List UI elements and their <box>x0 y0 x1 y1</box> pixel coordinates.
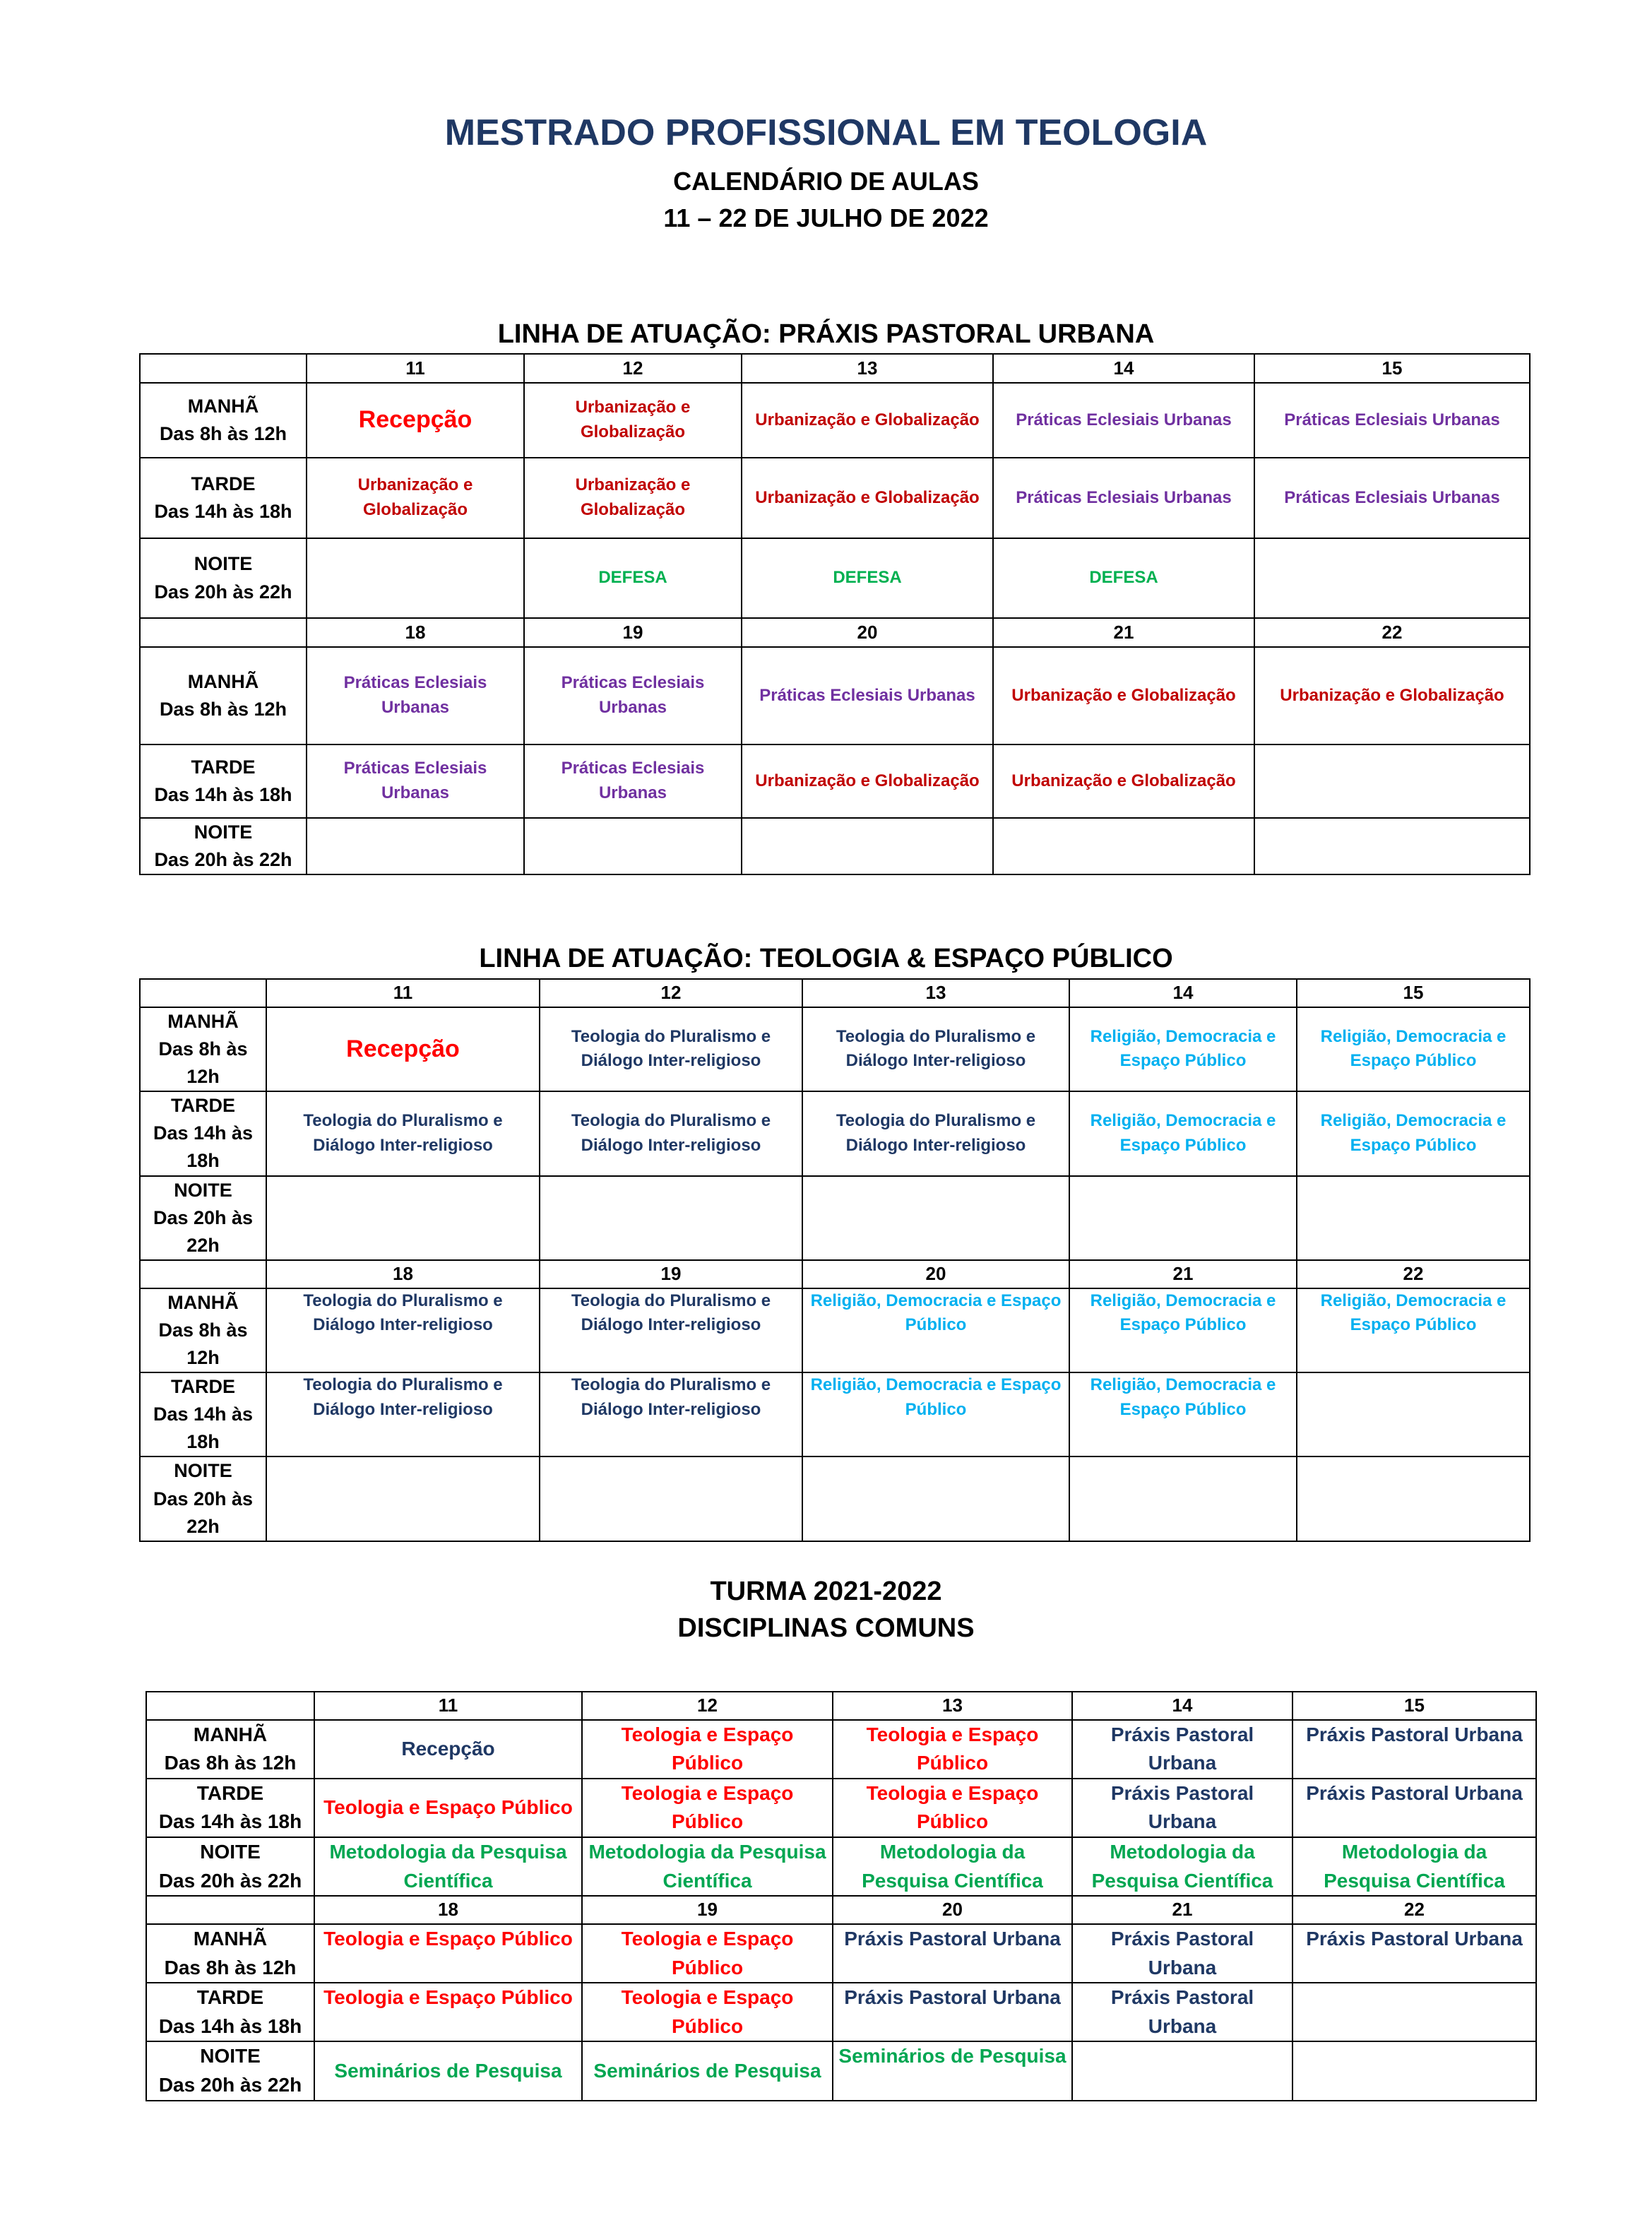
day-header: 18 <box>266 1260 540 1288</box>
period-time: Das 8h às <box>158 1038 248 1060</box>
period-name: NOITE <box>200 1841 261 1863</box>
day-header: 22 <box>1297 1260 1530 1288</box>
period-time: 12h <box>186 1346 220 1368</box>
schedule-cell: Urbanização e Globalização <box>742 458 993 538</box>
schedule-cell <box>1254 818 1530 874</box>
period-time: Das 14h às 18h <box>154 784 292 805</box>
schedule-cell <box>1254 538 1530 618</box>
schedule-cell: Práticas Eclesiais Urbanas <box>1254 458 1530 538</box>
period-row-tarde <box>140 1091 1530 1175</box>
day-header: 12 <box>582 1692 833 1720</box>
period-time: Das 20h às 22h <box>154 849 292 871</box>
schedule-cell: Práticas Eclesiais Urbanas <box>307 647 524 744</box>
period-name: NOITE <box>194 821 253 843</box>
day-header: 18 <box>314 1896 582 1924</box>
empty-cell <box>140 618 307 647</box>
period-time: Das 8h às <box>158 1319 248 1341</box>
day-header: 20 <box>742 618 993 647</box>
schedule-cell: Seminários de Pesquisa <box>314 2041 582 2100</box>
schedule-cell: Religião, Democracia e Espaço Público <box>802 1288 1069 1372</box>
period-row-tarde <box>140 458 1530 538</box>
day-header-row <box>146 1896 1536 1924</box>
day-header: 14 <box>1072 1692 1293 1720</box>
period-row-tarde <box>146 1779 1536 1837</box>
schedule-cell: Metodologia da Pesquisa Científica <box>314 1837 582 1896</box>
period-time: 18h <box>186 1150 220 1172</box>
schedule-cell <box>524 818 742 874</box>
day-header: 15 <box>1254 354 1530 383</box>
schedule-cell: Teologia do Pluralismo e Diálogo Inter-religioso <box>540 1007 802 1091</box>
period-row-tarde <box>140 744 1530 818</box>
schedule-cell: Teologia do Pluralismo e Diálogo Inter-religioso <box>802 1091 1069 1175</box>
period-time: Das 14h às 18h <box>158 1810 302 1833</box>
schedule-cell: Práxis Pastoral Urbana <box>1072 1983 1293 2041</box>
period-time: Das 14h às 18h <box>154 501 292 522</box>
schedule-cell <box>1293 1983 1536 2041</box>
schedule-cell: Urbanização e Globalização <box>742 383 993 458</box>
schedule-cell: Religião, Democracia e Espaço Público <box>1069 1091 1297 1175</box>
empty-cell <box>146 1692 314 1720</box>
period-row-noite <box>146 2041 1536 2100</box>
period-name: MANHÃ <box>193 1927 268 1950</box>
period-time: Das 20h às <box>153 1488 254 1509</box>
day-header: 13 <box>802 979 1069 1007</box>
day-header: 19 <box>540 1260 802 1288</box>
period-label <box>140 1176 266 1260</box>
schedule-cell <box>1297 1456 1530 1541</box>
empty-cell <box>146 1896 314 1924</box>
schedule-cell: Religião, Democracia e Espaço Público <box>802 1372 1069 1456</box>
period-label <box>140 1456 266 1541</box>
day-header-row <box>140 354 1530 383</box>
period-row-noite <box>140 1456 1530 1541</box>
schedule-cell: Metodologia da Pesquisa Científica <box>1293 1837 1536 1896</box>
period-label <box>140 647 307 744</box>
schedule-table-espaco-publico <box>139 978 1531 1542</box>
schedule-cell <box>1069 1176 1297 1260</box>
schedule-cell: Religião, Democracia e Espaço Público <box>1297 1007 1530 1091</box>
day-header: 15 <box>1297 979 1530 1007</box>
schedule-cell <box>1254 744 1530 818</box>
schedule-cell: Religião, Democracia e Espaço Público <box>1297 1288 1530 1372</box>
period-label <box>146 1779 314 1837</box>
period-name: NOITE <box>200 2045 261 2067</box>
period-label <box>146 2041 314 2100</box>
period-label <box>140 538 307 618</box>
period-name: MANHÃ <box>193 1723 268 1745</box>
period-time: Das 20h às 22h <box>158 2073 302 2096</box>
period-row-noite <box>140 1176 1530 1260</box>
day-header: 19 <box>582 1896 833 1924</box>
schedule-cell: Metodologia da Pesquisa Científica <box>582 1837 833 1896</box>
section-title-espaco-publico: LINHA DE ATUAÇÃO: TEOLOGIA & ESPAÇO PÚBLICO <box>479 944 1173 973</box>
period-name: MANHÃ <box>187 670 259 692</box>
period-label <box>140 458 307 538</box>
period-row-manha <box>140 1288 1530 1372</box>
schedule-cell: Urbanização e Globalização <box>993 744 1254 818</box>
page-subtitle: CALENDÁRIO DE AULAS <box>673 167 979 196</box>
schedule-cell: Teologia e Espaço Público <box>582 1720 833 1779</box>
schedule-cell: Urbanização e Globalização <box>993 647 1254 744</box>
period-label <box>140 1372 266 1456</box>
schedule-cell: Urbanização e Globalização <box>1254 647 1530 744</box>
period-label <box>140 383 307 458</box>
schedule-cell: Religião, Democracia e Espaço Público <box>1297 1091 1530 1175</box>
schedule-cell: Teologia do Pluralismo e Diálogo Inter-religioso <box>266 1091 540 1175</box>
schedule-cell: Práticas Eclesiais Urbanas <box>993 383 1254 458</box>
schedule-cell: Práticas Eclesiais Urbanas <box>524 744 742 818</box>
schedule-cell: Teologia do Pluralismo e Diálogo Inter-religioso <box>266 1372 540 1456</box>
period-time: Das 14h às 18h <box>158 2015 302 2037</box>
schedule-cell: Práticas Eclesiais Urbanas <box>993 458 1254 538</box>
day-header: 14 <box>1069 979 1297 1007</box>
schedule-cell: Práxis Pastoral Urbana <box>1072 1779 1293 1837</box>
schedule-cell <box>802 1176 1069 1260</box>
schedule-cell: Práxis Pastoral Urbana <box>833 1924 1072 1983</box>
period-label <box>146 1720 314 1779</box>
schedule-cell: Metodologia da Pesquisa Científica <box>833 1837 1072 1896</box>
section-subtitle-disciplinas: DISCIPLINAS COMUNS <box>677 1613 975 1643</box>
period-name: NOITE <box>174 1460 232 1482</box>
schedule-cell: Teologia e Espaço Público <box>833 1779 1072 1837</box>
schedule-cell: Urbanização e Globalização <box>742 744 993 818</box>
period-name: TARDE <box>191 756 256 778</box>
period-row-manha <box>140 383 1530 458</box>
period-name: TARDE <box>196 1986 264 2009</box>
day-header: 19 <box>524 618 742 647</box>
day-header: 22 <box>1254 618 1530 647</box>
page-title: MESTRADO PROFISSIONAL EM TEOLOGIA <box>444 112 1208 153</box>
period-time: Das 14h às <box>153 1404 254 1425</box>
period-label <box>146 1837 314 1896</box>
schedule-cell: Religião, Democracia e Espaço Público <box>1069 1288 1297 1372</box>
period-time: Das 8h às 12h <box>159 423 287 444</box>
period-name: TARDE <box>171 1376 235 1398</box>
period-time: 22h <box>186 1234 220 1256</box>
schedule-cell <box>1069 1456 1297 1541</box>
schedule-cell: Práticas Eclesiais Urbanas <box>307 744 524 818</box>
period-name: NOITE <box>174 1179 232 1201</box>
period-time: 18h <box>186 1431 220 1453</box>
schedule-cell <box>266 1456 540 1541</box>
day-header: 22 <box>1293 1896 1536 1924</box>
period-row-manha <box>146 1924 1536 1983</box>
period-row-manha <box>140 647 1530 744</box>
schedule-cell: Teologia e Espaço Público <box>582 1924 833 1983</box>
period-name: MANHÃ <box>167 1291 239 1313</box>
schedule-cell: Teologia do Pluralismo e Diálogo Inter-religioso <box>540 1091 802 1175</box>
period-row-tarde <box>140 1372 1530 1456</box>
schedule-cell <box>1072 2041 1293 2100</box>
day-header: 12 <box>540 979 802 1007</box>
schedule-cell: Práticas Eclesiais Urbanas <box>742 647 993 744</box>
period-name: TARDE <box>171 1095 235 1117</box>
day-header-row <box>140 618 1530 647</box>
schedule-cell <box>540 1456 802 1541</box>
day-header-row <box>146 1692 1536 1720</box>
section-title-turma: TURMA 2021-2022 <box>710 1577 942 1606</box>
day-header: 21 <box>1069 1260 1297 1288</box>
schedule-cell: Teologia do Pluralismo e Diálogo Inter-religioso <box>540 1372 802 1456</box>
day-header-row <box>140 1260 1530 1288</box>
day-header: 11 <box>314 1692 582 1720</box>
schedule-cell <box>742 818 993 874</box>
day-header: 18 <box>307 618 524 647</box>
period-label <box>140 1091 266 1175</box>
period-time: Das 20h às 22h <box>154 581 292 603</box>
schedule-cell: Recepção <box>314 1720 582 1779</box>
period-row-noite <box>146 1837 1536 1896</box>
day-header: 14 <box>993 354 1254 383</box>
page-dates: 11 – 22 DE JULHO DE 2022 <box>663 203 989 232</box>
period-row-manha <box>140 1007 1530 1091</box>
schedule-cell: Seminários de Pesquisa <box>833 2041 1072 2100</box>
period-name: MANHÃ <box>187 395 259 417</box>
schedule-cell: Práxis Pastoral Urbana <box>1293 1720 1536 1779</box>
day-header: 11 <box>266 979 540 1007</box>
schedule-cell: Urbanização e Globalização <box>524 383 742 458</box>
schedule-cell: DEFESA <box>993 538 1254 618</box>
schedule-cell: Práxis Pastoral Urbana <box>1293 1924 1536 1983</box>
period-time: Das 8h às 12h <box>159 699 287 720</box>
period-label <box>140 1288 266 1372</box>
period-time: 22h <box>186 1515 220 1537</box>
schedule-cell <box>540 1176 802 1260</box>
period-time: 12h <box>186 1065 220 1087</box>
period-label <box>146 1924 314 1983</box>
schedule-cell: Teologia do Pluralismo e Diálogo Inter-religioso <box>802 1007 1069 1091</box>
schedule-table-praxis <box>139 353 1531 875</box>
day-header: 21 <box>993 618 1254 647</box>
schedule-cell: Recepção <box>307 383 524 458</box>
schedule-cell: Teologia e Espaço Público <box>582 1983 833 2041</box>
schedule-cell: Religião, Democracia e Espaço Público <box>1069 1372 1297 1456</box>
schedule-cell: DEFESA <box>524 538 742 618</box>
schedule-cell: Recepção <box>266 1007 540 1091</box>
schedule-cell: Práxis Pastoral Urbana <box>1072 1720 1293 1779</box>
schedule-cell: Práxis Pastoral Urbana <box>1293 1779 1536 1837</box>
day-header: 13 <box>833 1692 1072 1720</box>
schedule-cell <box>266 1176 540 1260</box>
schedule-cell: Teologia e Espaço Público <box>314 1983 582 2041</box>
schedule-cell: Teologia e Espaço Público <box>314 1924 582 1983</box>
period-label <box>140 744 307 818</box>
period-label <box>140 818 307 874</box>
schedule-cell <box>993 818 1254 874</box>
schedule-cell: Urbanização e Globalização <box>307 458 524 538</box>
day-header: 13 <box>742 354 993 383</box>
period-label <box>140 1007 266 1091</box>
schedule-cell: Práticas Eclesiais Urbanas <box>1254 383 1530 458</box>
schedule-cell: Práxis Pastoral Urbana <box>1072 1924 1293 1983</box>
schedule-cell <box>1297 1176 1530 1260</box>
period-row-tarde <box>146 1983 1536 2041</box>
day-header: 20 <box>802 1260 1069 1288</box>
day-header-row <box>140 979 1530 1007</box>
day-header: 15 <box>1293 1692 1536 1720</box>
schedule-cell: Urbanização e Globalização <box>524 458 742 538</box>
schedule-cell: Teologia do Pluralismo e Diálogo Inter-religioso <box>266 1288 540 1372</box>
period-name: TARDE <box>196 1781 264 1804</box>
schedule-cell: Teologia e Espaço Público <box>582 1779 833 1837</box>
schedule-cell: Seminários de Pesquisa <box>582 2041 833 2100</box>
schedule-cell <box>802 1456 1069 1541</box>
section-title-praxis: LINHA DE ATUAÇÃO: PRÁXIS PASTORAL URBANA <box>497 319 1155 349</box>
day-header: 11 <box>307 354 524 383</box>
empty-cell <box>140 354 307 383</box>
day-header: 21 <box>1072 1896 1293 1924</box>
period-time: Das 20h às <box>153 1206 254 1228</box>
schedule-cell: Práticas Eclesiais Urbanas <box>524 647 742 744</box>
empty-cell <box>140 979 266 1007</box>
schedule-cell: Práxis Pastoral Urbana <box>833 1983 1072 2041</box>
schedule-cell: Teologia do Pluralismo e Diálogo Inter-religioso <box>540 1288 802 1372</box>
schedule-cell: Teologia e Espaço Público <box>833 1720 1072 1779</box>
schedule-cell <box>307 538 524 618</box>
period-row-noite <box>140 818 1530 874</box>
period-label <box>146 1983 314 2041</box>
period-time: Das 14h às <box>153 1122 254 1144</box>
period-name: MANHÃ <box>167 1010 239 1032</box>
period-time: Das 8h às 12h <box>164 1956 297 1978</box>
day-header: 20 <box>833 1896 1072 1924</box>
empty-cell <box>140 1260 266 1288</box>
period-time: Das 8h às 12h <box>164 1752 297 1774</box>
schedule-cell: Teologia e Espaço Público <box>314 1779 582 1837</box>
schedule-cell: DEFESA <box>742 538 993 618</box>
schedule-cell <box>1293 2041 1536 2100</box>
schedule-cell <box>1297 1372 1530 1456</box>
schedule-cell <box>307 818 524 874</box>
period-row-noite <box>140 538 1530 618</box>
schedule-cell: Religião, Democracia e Espaço Público <box>1069 1007 1297 1091</box>
period-row-manha <box>146 1720 1536 1779</box>
period-time: Das 20h às 22h <box>158 1869 302 1892</box>
schedule-table-disciplinas-comuns <box>145 1691 1537 2101</box>
period-name: TARDE <box>191 473 256 494</box>
period-name: NOITE <box>194 553 253 575</box>
day-header: 12 <box>524 354 742 383</box>
schedule-cell: Metodologia da Pesquisa Científica <box>1072 1837 1293 1896</box>
